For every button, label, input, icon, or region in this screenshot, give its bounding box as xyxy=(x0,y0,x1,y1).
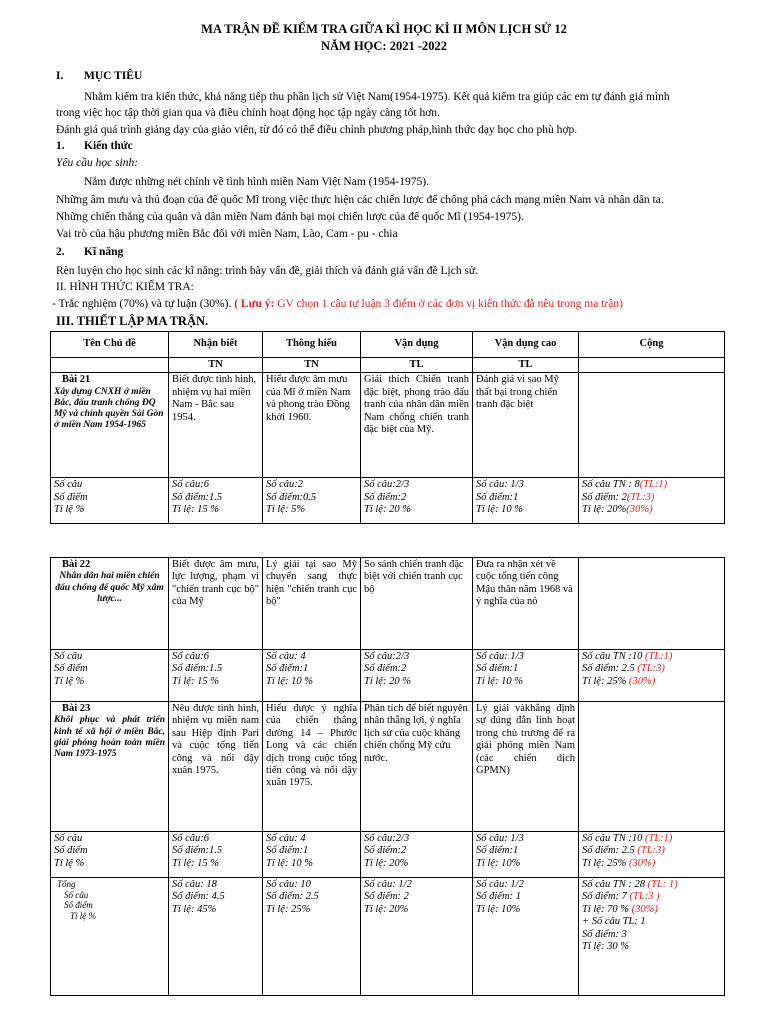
col-header-topic: Tên Chủ đề xyxy=(51,332,169,358)
total-stats: Số câu TN :10 (TL:1) Số điểm: 2.5 (TL:3) Tỉ lệ: 25% (30%) xyxy=(579,832,725,878)
subheader-tl: TL xyxy=(361,358,473,373)
topic-number: Bài 22 xyxy=(62,559,91,570)
table-row xyxy=(51,478,725,524)
table-subheader-row xyxy=(51,358,725,373)
knowledge-item-3: Những chiến thắng của quân và dân miền Nam đánh bại mọi chiến lược của đế quốc Mĩ (1954-1975). xyxy=(56,211,524,223)
understand-stats: Số câu:2 Số điểm:0.5 Tỉ lệ: 5% xyxy=(263,478,361,524)
apply-stats: Số câu:2/3 Số điểm:2 Tỉ lệ: 20 % xyxy=(361,478,473,524)
understand-stats: Số câu: 4 Số điểm:1 Tỉ lệ: 10 % xyxy=(263,832,361,878)
knowledge-num: 1. xyxy=(56,140,65,152)
section2-heading: II. HÌNH THỨC KIỂM TRA: xyxy=(56,281,194,293)
skills-item-1: Rèn luyện cho học sinh các kĩ năng: trình bày vấn đề, giải thích và đánh giá vấn đề Lịch sử. xyxy=(56,265,479,277)
objective-p1b: trong việc học tập thời gian qua và điều chỉnh hoạt động học tập ngày càng tốt hơn. xyxy=(56,107,440,119)
table-header-row xyxy=(51,332,725,358)
section1-heading: MỤC TIÊU xyxy=(84,70,143,82)
recognize-cell: Nêu được tình hình, nhiệm vụ miền nam sau Hiệp định Pari và cuộc tổng tiến công và nổi dậy xuân 1975. xyxy=(169,702,263,832)
col-header-total: Cộng xyxy=(579,332,725,358)
document-title: MA TRẬN ĐỀ KIỂM TRA GIỮA KÌ HỌC KÌ II MÔN LỊCH SỬ 12 xyxy=(201,22,567,36)
apply-high-stats: Số câu: 1/3 Số điểm:1 Tỉ lệ: 10 % xyxy=(473,650,579,702)
total-stats: Số câu TN : 28 (TL: 1) Số điểm: 7 (TL:3 ) Tỉ lệ: 70 % (30%) + Số câu TL: 1 Số điểm: 3 Tỉ lệ: 30 % xyxy=(579,878,725,996)
topic-name: Nhân dân hai miền chiến đấu chống đế quốc Mỹ xâm lược... xyxy=(55,571,164,604)
col-header-recognize: Nhận biết xyxy=(169,332,263,358)
stats-labels: Số câu Số điểm Tỉ lệ % xyxy=(51,832,169,878)
understand-cell: Lý giải tại sao Mỹ chuyển sang thực hiện "chiến tranh cục bộ" xyxy=(263,558,361,650)
recognize-stats: Số câu:6 Số điểm:1.5 Tỉ lệ: 15 % xyxy=(169,650,263,702)
knowledge-requirement: Yêu cầu học sinh: xyxy=(56,157,139,169)
apply-cell: Phân tích để biết nguyên nhân thắng lợi, ý nghĩa lịch sử của cuộc kháng chiến chống Mỹ cứu nước. xyxy=(361,702,473,832)
exam-format-line xyxy=(52,298,623,310)
apply-high-cell: Lý giải vàkhẳng định sự đúng đắn linh hoạt trong chủ trương để ra giải phóng miền Nam (các chiến dịch GPMN) xyxy=(473,702,579,832)
understand-stats: Số câu: 10 Số điểm: 2.5 Tỉ lệ: 25% xyxy=(263,878,361,996)
matrix-table-part1 xyxy=(50,331,725,524)
objective-p2: Đánh giá quá trình giảng dạy của giáo viên, từ đó có thể điều chỉnh phương pháp,hình thức dạy học cho phù hợp. xyxy=(56,124,578,136)
subheader-tl: TL xyxy=(473,358,579,373)
recognize-cell: Biết được tình hình, nhiệm vụ hai miền Nam - Bắc sau 1954. xyxy=(169,373,263,478)
exam-note-label: ( Lưu ý: xyxy=(234,298,275,310)
school-year: NĂM HỌC: 2021 -2022 xyxy=(320,39,448,53)
skills-num: 2. xyxy=(56,246,65,258)
exam-note-text: GV chọn 1 câu tự luận 3 điểm ở các đơn vị kiến thức đã nêu trong ma trận) xyxy=(274,298,623,310)
knowledge-item-2: Những âm mưu và thủ đoạn của đế quốc Mĩ trong việc thực hiện các chiến lược để chống phá cách mạng miền Nam và nhân dân ta. xyxy=(56,194,664,206)
table-row xyxy=(51,558,725,650)
apply-cell: So sánh chiến tranh đặc biệt với chiến tranh cục bộ xyxy=(361,558,473,650)
apply-stats: Số câu:2/3 Số điểm:2 Tỉ lệ: 20 % xyxy=(361,650,473,702)
total-labels: Tổng Số câu Số điểm Tỉ lệ % xyxy=(51,878,169,996)
understand-stats: Số câu: 4 Số điểm:1 Tỉ lệ: 10 % xyxy=(263,650,361,702)
topic-cell xyxy=(51,558,169,650)
total-stats: Số câu TN : 8(TL:1) Số điểm: 2(TL:3) Tỉ lệ: 20%(30%) xyxy=(579,478,725,524)
exam-format-text: - Trắc nghiệm (70%) và tự luận (30%). xyxy=(52,298,232,310)
topic-name: Xây dựng CNXH ở miền Bắc, đấu tranh chống ĐQ Mỹ và chính quyền Sài Gòn ở miền Nam 1954-1965 xyxy=(54,386,164,431)
apply-high-stats: Số câu: 1/2 Số điểm: 1 Tỉ lệ: 10% xyxy=(473,878,579,996)
knowledge-item-4: Vai trò của hậu phương miền Bắc đối với miền Nam, Lào, Cam - pu - chia xyxy=(56,228,398,240)
recognize-stats: Số câu: 18 Số điểm: 4.5 Tỉ lệ: 45% xyxy=(169,878,263,996)
apply-stats: Số câu: 1/2 Số điểm: 2 Tỉ lệ: 20% xyxy=(361,878,473,996)
apply-high-stats: Số câu: 1/3 Số điểm:1 Tỉ lệ: 10% xyxy=(473,832,579,878)
section1-heading-num: I. xyxy=(56,70,64,82)
apply-high-cell: Đưa ra nhận xét về cuộc tổng tiến công Mậu thân năm 1968 và ý nghĩa của nó xyxy=(473,558,579,650)
skills-heading: Kĩ năng xyxy=(84,246,124,258)
knowledge-item-1: Nắm được những nét chính về tình hình miền Nam Việt Nam (1954-1975). xyxy=(84,176,430,188)
topic-cell xyxy=(51,373,169,478)
subheader-tn: TN xyxy=(169,358,263,373)
topic-number: Bài 21 xyxy=(62,374,91,386)
topic-cell xyxy=(51,702,169,832)
table-row xyxy=(51,373,725,478)
matrix-table-part2 xyxy=(50,557,725,996)
total-stats: Số câu TN :10 (TL:1) Số điểm: 2.5 (TL:3) Tỉ lệ: 25% (30%) xyxy=(579,650,725,702)
topic-number: Bài 23 xyxy=(62,703,91,714)
table-row-total xyxy=(51,878,725,996)
apply-high-stats: Số câu: 1/3 Số điểm:1 Tỉ lệ: 10 % xyxy=(473,478,579,524)
knowledge-heading: Kiến thức xyxy=(84,140,133,152)
subheader-tn: TN xyxy=(263,358,361,373)
stats-labels: Số câu Số điểm Tỉ lệ % xyxy=(51,478,169,524)
col-header-understand: Thông hiểu xyxy=(263,332,361,358)
apply-high-cell: Đánh giá vì sao Mỹ thất bại trong chiến tranh đặc biệt xyxy=(473,373,579,478)
col-header-apply: Vận dụng xyxy=(361,332,473,358)
apply-stats: Số câu:2/3 Số điểm:2 Tỉ lệ: 20% xyxy=(361,832,473,878)
table-row xyxy=(51,702,725,832)
table-row xyxy=(51,650,725,702)
apply-cell: Giải thích Chiến tranh đặc biệt, phong trào đấu tranh của nhân dân miền Nam chống chiến tranh đặc biệt của Mỹ. xyxy=(361,373,473,478)
recognize-stats: Số câu:6 Số điểm:1.5 Tỉ lệ: 15 % xyxy=(169,832,263,878)
understand-cell: Hiểu được ý nghĩa của chiến thắng đường 14 – Phước Long và các chiến dịch trong cuộc tổng tiến công và nổi dậy xuân 1975. xyxy=(263,702,361,832)
topic-name: Khôi phục và phát triển kinh tế xã hội ở miền Bắc, giải phóng hoàn toàn miền Nam 1973-1975 xyxy=(54,715,165,759)
recognize-cell: Biết được âm mưu, lực lượng, phạm vi "chiến tranh cục bộ" của Mỹ xyxy=(169,558,263,650)
section3-heading: III. THIẾT LẬP MA TRẬN. xyxy=(56,314,209,328)
stats-labels: Số câu Số điểm Tỉ lệ % xyxy=(51,650,169,702)
table-row xyxy=(51,832,725,878)
col-header-apply-high: Vận dụng cao xyxy=(473,332,579,358)
understand-cell: Hiểu được âm mưu của Mĩ ở miền Nam và phong trào Đồng khởi 1960. xyxy=(263,373,361,478)
objective-p1a: Nhằm kiểm tra kiến thức, khả năng tiếp thu phần lịch sử Việt Nam(1954-1975). Kết quả kiểm tra giúp các em tự đánh giá mình xyxy=(84,91,670,103)
recognize-stats: Số câu:6 Số điểm:1.5 Tỉ lệ: 15 % xyxy=(169,478,263,524)
